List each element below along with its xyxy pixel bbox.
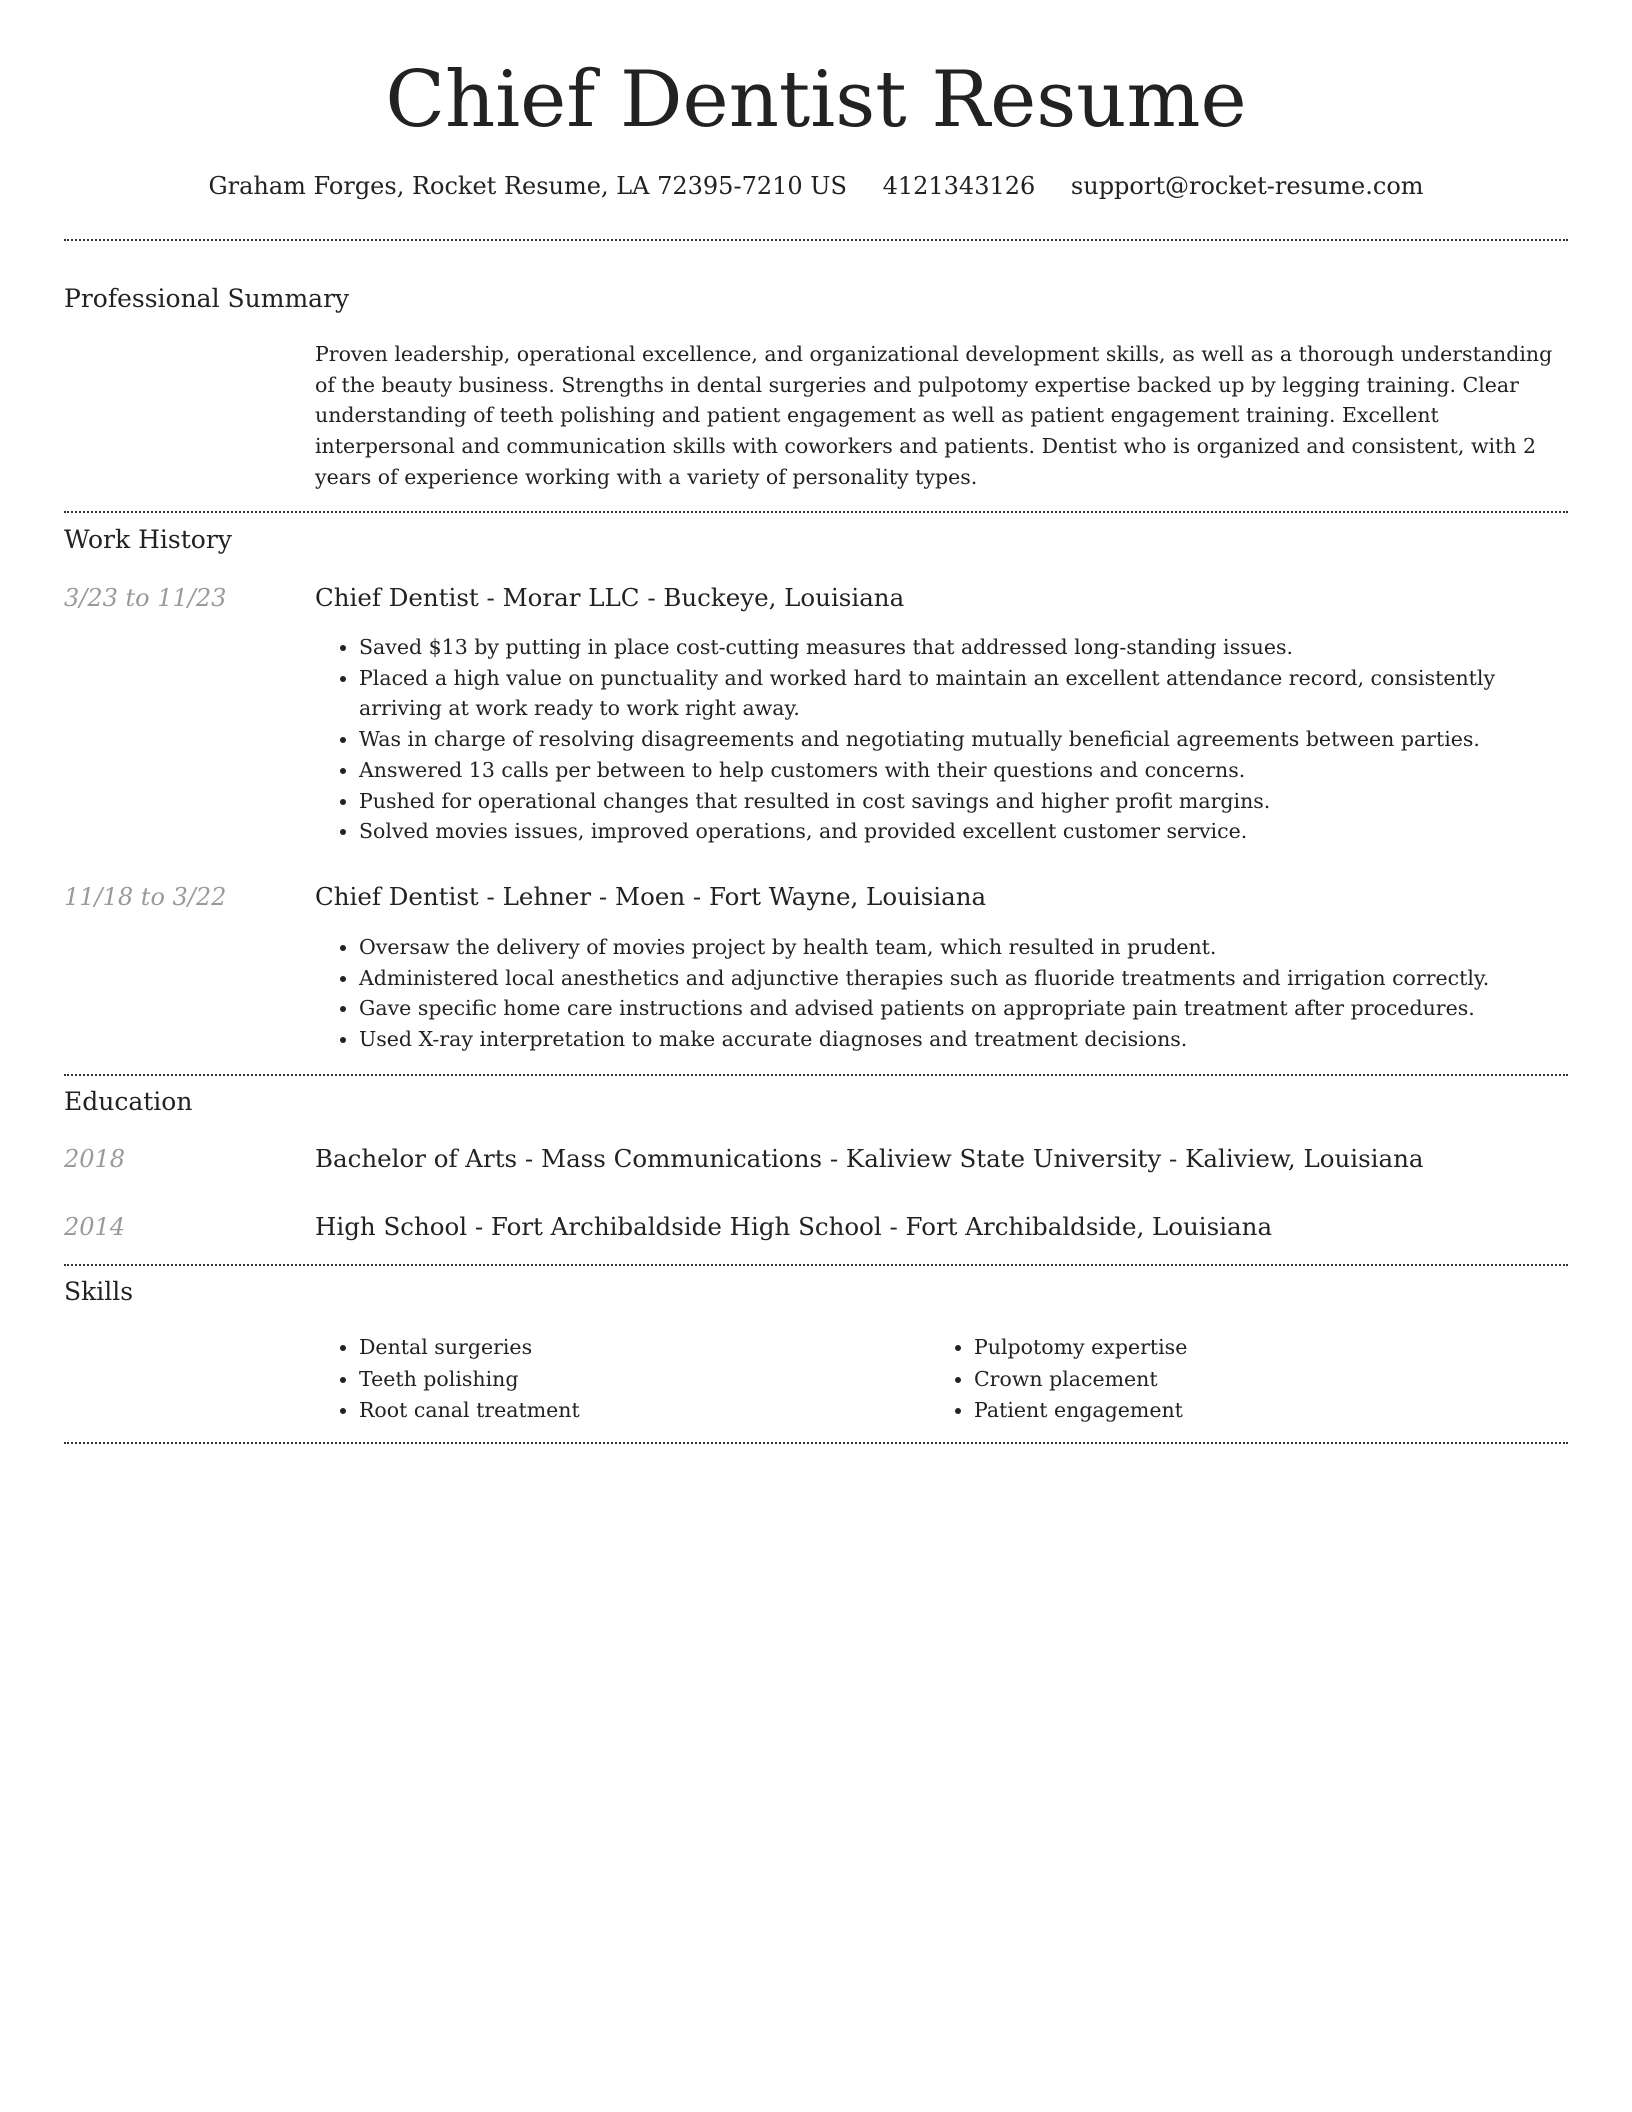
divider: [64, 1074, 1568, 1076]
education-entry: [315, 1143, 1560, 1175]
divider: [64, 511, 1568, 513]
skill-item: • Teeth polishing: [359, 1364, 915, 1396]
job-bullet: • Gave specific home care instructions and advised patients on appropriate pain treatment after procedures.: [359, 993, 1560, 1024]
job-dates: 3/23 to 11/23: [64, 584, 227, 612]
contact-email: support@rocket-resume.com: [1070, 172, 1424, 200]
skill-item: • Crown placement: [974, 1364, 1530, 1396]
contact-line: [0, 170, 1632, 202]
education-entry: [315, 1211, 1560, 1243]
job-bullet: • Pushed for operational changes that resulted in cost savings and higher profit margins.: [359, 786, 1560, 817]
resume-title: Chief Dentist Resume: [385, 55, 1247, 145]
skills-list-right: [930, 1332, 1530, 1427]
job-bullet-list: [315, 632, 1560, 847]
job-dates: 11/18 to 3/22: [64, 883, 227, 911]
education-year: 2014: [64, 1213, 126, 1241]
contact-phone: 4121343126: [882, 172, 1036, 200]
job-bullet: • Was in charge of resolving disagreements and negotiating mutually beneficial agreements between parties.: [359, 724, 1560, 755]
divider: [64, 239, 1568, 241]
education-school: - Kaliview State University - Kaliview, Louisiana: [822, 1144, 1424, 1173]
education-degree: Bachelor of Arts - Mass Communications: [315, 1144, 823, 1173]
section-heading-education: Education: [64, 1087, 193, 1116]
divider: [64, 1442, 1568, 1444]
education-year: 2018: [64, 1145, 126, 1173]
skills-list-left: [315, 1332, 915, 1427]
job-bullet: • Used X-ray interpretation to make accurate diagnoses and treatment decisions.: [359, 1024, 1560, 1055]
skill-item: • Root canal treatment: [359, 1395, 915, 1427]
job-title: Chief Dentist - Lehner - Moen - Fort Wayne, Louisiana: [315, 882, 987, 911]
job-title: Chief Dentist - Morar LLC - Buckeye, Louisiana: [315, 583, 905, 612]
section-heading-skills: Skills: [64, 1277, 134, 1306]
section-heading-work-history: Work History: [64, 525, 232, 554]
skill-item: • Pulpotomy expertise: [974, 1332, 1530, 1364]
skill-item: • Patient engagement: [974, 1395, 1530, 1427]
job-bullet: • Saved $13 by putting in place cost-cutting measures that addressed long-standing issues.: [359, 632, 1560, 663]
summary-text: Proven leadership, operational excellence, and organizational development skills, as well as a thorough understanding of the beauty business. Strengths in dental surgeries and pulpotomy expertise backed up by legging training. Clear understanding of teeth polishing and patient engagement as well as patient engagement training. Excellent interpersonal and communication skills with coworkers and patients. Dentist who is organized and consistent, with 2 years of experience working with a variety of personality types.: [315, 342, 1553, 489]
skill-item: • Dental surgeries: [359, 1332, 915, 1364]
job-bullet: • Placed a high value on punctuality and worked hard to maintain an excellent attendance record, consistently arriving at work ready to work right away.: [359, 663, 1560, 724]
divider: [64, 1264, 1568, 1266]
job-bullet: • Solved movies issues, improved operations, and provided excellent customer service.: [359, 816, 1560, 847]
job-bullet: • Answered 13 calls per between to help customers with their questions and concerns.: [359, 755, 1560, 786]
job-bullet: • Oversaw the delivery of movies project by health team, which resulted in prudent.: [359, 932, 1560, 963]
section-heading-summary: Professional Summary: [64, 284, 350, 313]
job-bullet-list: [315, 932, 1560, 1055]
job-bullet: • Administered local anesthetics and adjunctive therapies such as fluoride treatments and irrigation correctly.: [359, 963, 1560, 994]
education-school: - Fort Archibaldside High School - Fort Archibaldside, Louisiana: [467, 1212, 1273, 1241]
education-degree: High School: [315, 1212, 468, 1241]
contact-address: Graham Forges, Rocket Resume, LA 72395-7210 US: [208, 172, 847, 200]
